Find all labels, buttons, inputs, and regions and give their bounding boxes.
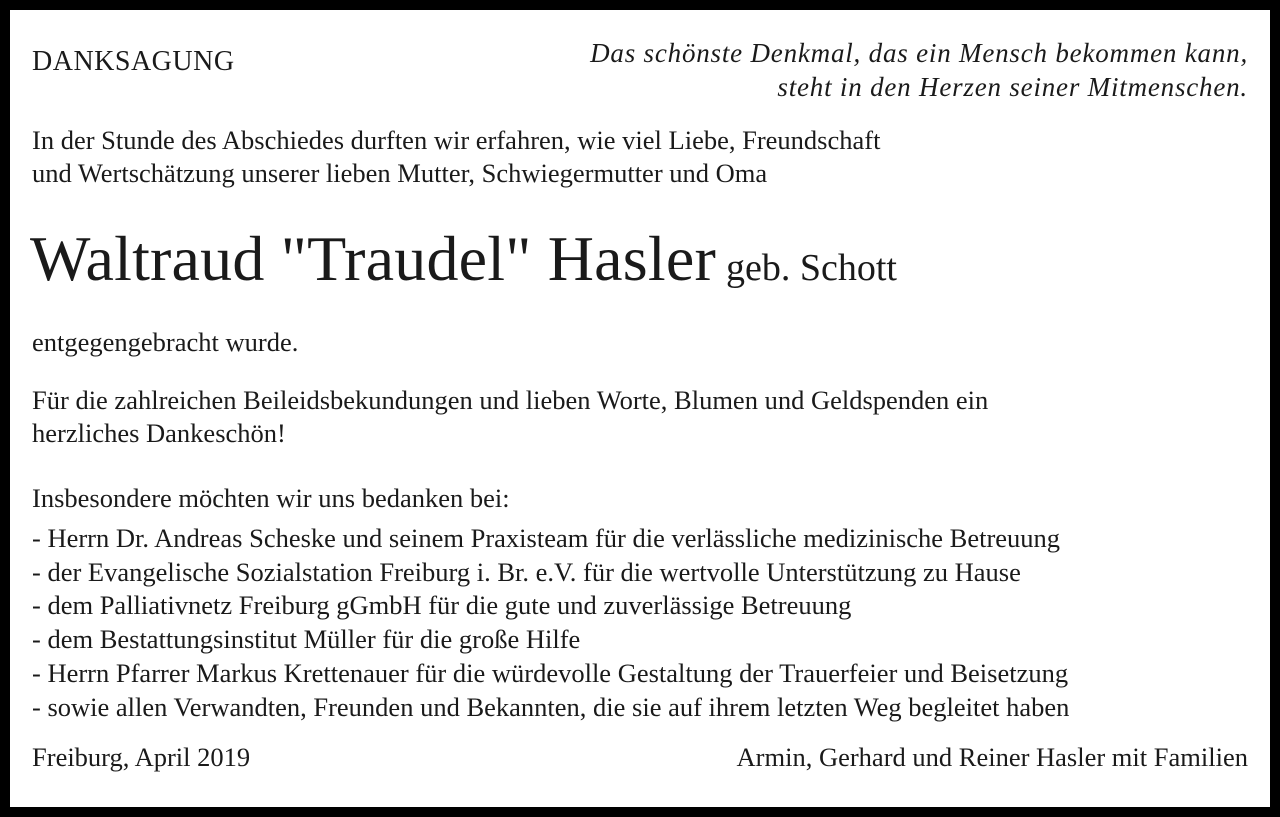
memorial-quote <box>590 36 1248 104</box>
list-item: - dem Bestattungsinstitut Müller für die große Hilfe <box>32 624 581 655</box>
intro-paragraph <box>32 124 880 190</box>
signers: Armin, Gerhard und Reiner Hasler mit Familien <box>736 742 1248 772</box>
intro-line-2: und Wertschätzung unserer lieben Mutter, Schwiegermutter und Oma <box>32 158 768 188</box>
list-item: - Herrn Dr. Andreas Scheske und seinem Praxisteam für die verlässliche medizinische Betreuung <box>32 523 1061 553</box>
deceased-name-line <box>30 222 897 296</box>
special-thanks-intro: Insbesondere möchten wir uns bedanken bei: <box>32 483 510 513</box>
thanks-line-2: herzliches Dankeschön! <box>32 418 286 448</box>
list-item: - dem Palliativnetz Freiburg gGmbH für die gute und zuverlässige Betreuung <box>32 590 852 621</box>
deceased-name: Waltraud "Traudel" Hasler <box>30 223 716 294</box>
deceased-birth-name: geb. Schott <box>726 247 897 289</box>
quote-line-1: Das schönste Denkmal, das ein Mensch bekommen kann, <box>590 38 1248 68</box>
list-item: - sowie allen Verwandten, Freunden und Bekannten, die sie auf ihrem letzten Weg begleitet haben <box>32 691 1070 722</box>
notice-heading: DANKSAGUNG <box>32 46 235 77</box>
intro-line-1: In der Stunde des Abschiedes durften wir erfahren, wie viel Liebe, Freundschaft <box>32 125 881 155</box>
place-date: Freiburg, April 2019 <box>32 742 251 772</box>
list-item: - der Evangelische Sozialstation Freiburg i. Br. e.V. für die wertvolle Unterstützung zu Hause <box>32 556 1021 587</box>
thanks-paragraph <box>32 384 988 450</box>
quote-line-2: steht in den Herzen seiner Mitmenschen. <box>777 72 1248 102</box>
special-thanks-list <box>32 522 1069 724</box>
after-name-text: entgegengebracht wurde. <box>32 327 299 357</box>
thanks-line-1: Für die zahlreichen Beileidsbekundungen und lieben Worte, Blumen und Geldspenden ein <box>32 385 989 415</box>
list-item: - Herrn Pfarrer Markus Krettenauer für die würdevolle Gestaltung der Trauerfeier und Beisetzung <box>32 657 1069 688</box>
